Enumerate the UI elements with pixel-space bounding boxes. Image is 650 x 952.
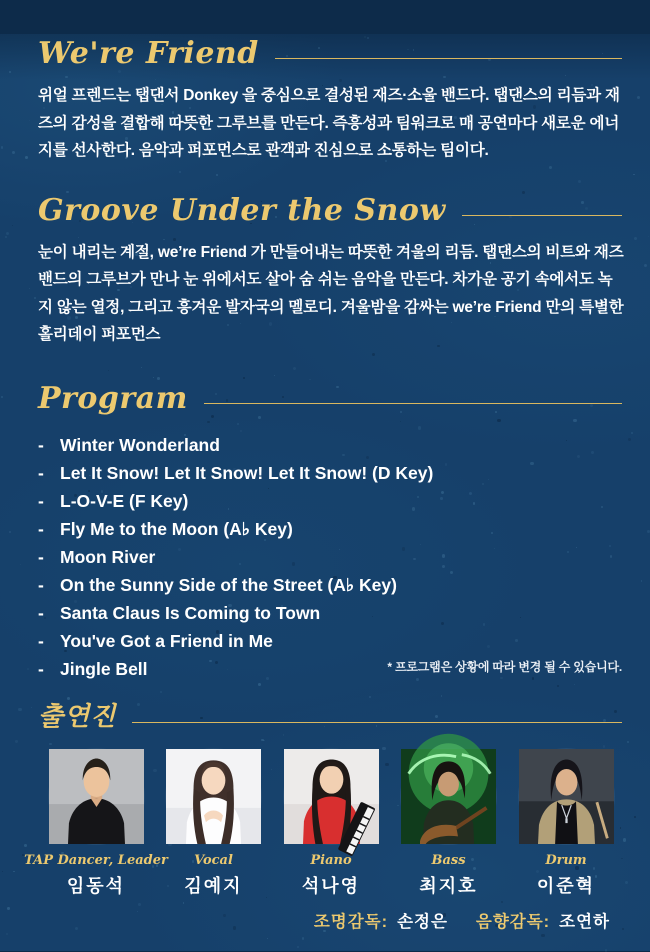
song-dash: -	[38, 603, 44, 624]
cast-member-name: 임동석	[66, 875, 126, 896]
divider-line	[462, 215, 622, 216]
cast-member-role: Vocal	[194, 852, 233, 868]
song-title: Moon River	[60, 547, 156, 568]
credit-label: 조명감독:	[313, 912, 389, 931]
portrait-illustration	[401, 749, 496, 844]
portrait-illustration	[49, 749, 144, 844]
cast-member-name: 석나영	[301, 875, 361, 896]
song-item	[38, 599, 624, 627]
song-dash: -	[38, 435, 44, 456]
poster-content	[0, 34, 650, 932]
song-list	[38, 431, 624, 683]
section-title-program: Program	[38, 381, 188, 417]
cast-member-drum	[510, 749, 622, 898]
cast-row	[24, 749, 624, 898]
song-title: On the Sunny Side of the Street (A♭ Key)	[60, 575, 397, 596]
portrait-illustration	[284, 749, 379, 844]
cast-member-role: TAP Dancer, Leader	[24, 852, 168, 868]
cast-member-bass	[393, 749, 505, 898]
cast-photo-woman-red-top-melodica	[284, 749, 379, 844]
section-header	[38, 701, 624, 735]
section-header	[38, 379, 624, 418]
divider-line	[132, 722, 622, 723]
credit-label: 음향감독:	[475, 912, 551, 931]
section-about-band	[38, 34, 624, 165]
cast-photo-man-guitar-green-neon	[401, 749, 496, 844]
section-title-cast: 출연진	[38, 702, 117, 733]
cast-member-vocal	[158, 749, 270, 898]
cast-photo-man-black-shirt	[49, 749, 144, 844]
credit-lighting-director	[314, 908, 448, 932]
divider-line	[204, 403, 622, 404]
section-show-concept	[38, 191, 624, 349]
song-item	[38, 431, 624, 459]
section-title-were-friend: We're Friend	[38, 36, 259, 71]
song-dash: -	[38, 547, 44, 568]
credit-name: 손정은	[397, 912, 448, 931]
cast-member-piano	[275, 749, 387, 898]
cast-photo-man-beige-jacket	[519, 749, 614, 844]
song-item	[38, 543, 624, 571]
program-change-disclaimer: * 프로그램은 상황에 따라 변경 될 수 있습니다.	[387, 660, 622, 675]
band-description-text: 위얼 프렌드는 탭댄서 Donkey 을 중심으로 결성된 재즈·소울 밴드다. 탭댄스의 리듬과 재즈의 감성을 결합해 따뜻한 그루브를 만든다. 즉흥성과 팀워크로 매 공연마다 새로운 에너지를 선사한다. 음악과 퍼포먼스로 관객과 진심으로 소통하는 팀이다.	[38, 87, 620, 160]
song-item	[38, 459, 624, 487]
song-item	[38, 571, 624, 599]
cast-member-role: Bass	[431, 852, 466, 868]
song-title: Let It Snow! Let It Snow! Let It Snow! (D Key)	[60, 463, 434, 484]
song-title: Jingle Bell	[60, 659, 148, 680]
song-item	[38, 627, 624, 655]
song-title: You've Got a Friend in Me	[60, 631, 273, 652]
staff-credits	[38, 908, 624, 932]
section-header	[38, 191, 624, 230]
concert-program-poster	[0, 34, 650, 951]
cast-member-name: 이준혁	[536, 875, 596, 896]
cast-member-tap-dancer	[24, 749, 168, 898]
credit-sound-director	[476, 908, 610, 932]
credit-name: 조연하	[559, 912, 610, 931]
cast-member-role: Piano	[310, 852, 352, 868]
section-program	[38, 379, 624, 680]
song-dash: -	[38, 491, 44, 512]
song-dash: -	[38, 631, 44, 652]
cast-member-role: Drum	[545, 852, 587, 868]
song-title: Winter Wonderland	[60, 435, 220, 456]
portrait-illustration	[519, 749, 614, 844]
section-title-groove-under-the-snow: Groove Under the Snow	[38, 192, 446, 228]
song-dash: -	[38, 519, 44, 540]
cast-photo-woman-white-dress	[166, 749, 261, 844]
show-description-text: 눈이 내리는 계절, we’re Friend 가 만들어내는 따뜻한 겨울의 리듬. 탭댄스의 비트와 재즈 밴드의 그루브가 만나 눈 위에서도 살아 숨 쉬는 음악을 만든다. 차가운 공기 속에서도 녹지 않는 열정, 그리고 흥겨운 발자국의 멜로디. 겨울밤을 감싸는 we’re Friend 만의 특별한 홀리데이 퍼포먼스	[38, 243, 624, 344]
song-dash: -	[38, 575, 44, 596]
portrait-illustration	[166, 749, 261, 844]
song-title: Santa Claus Is Coming to Town	[60, 603, 321, 624]
cast-member-name: 김예지	[184, 875, 243, 896]
section-cast	[24, 701, 624, 932]
cast-member-name: 최지호	[419, 875, 478, 896]
song-dash: -	[38, 463, 44, 484]
section-header	[38, 34, 624, 73]
song-item	[38, 515, 624, 543]
song-item	[38, 487, 624, 515]
song-dash: -	[38, 659, 44, 680]
song-title: L-O-V-E (F Key)	[60, 491, 189, 512]
song-title: Fly Me to the Moon (A♭ Key)	[60, 519, 293, 540]
divider-line	[275, 58, 622, 59]
